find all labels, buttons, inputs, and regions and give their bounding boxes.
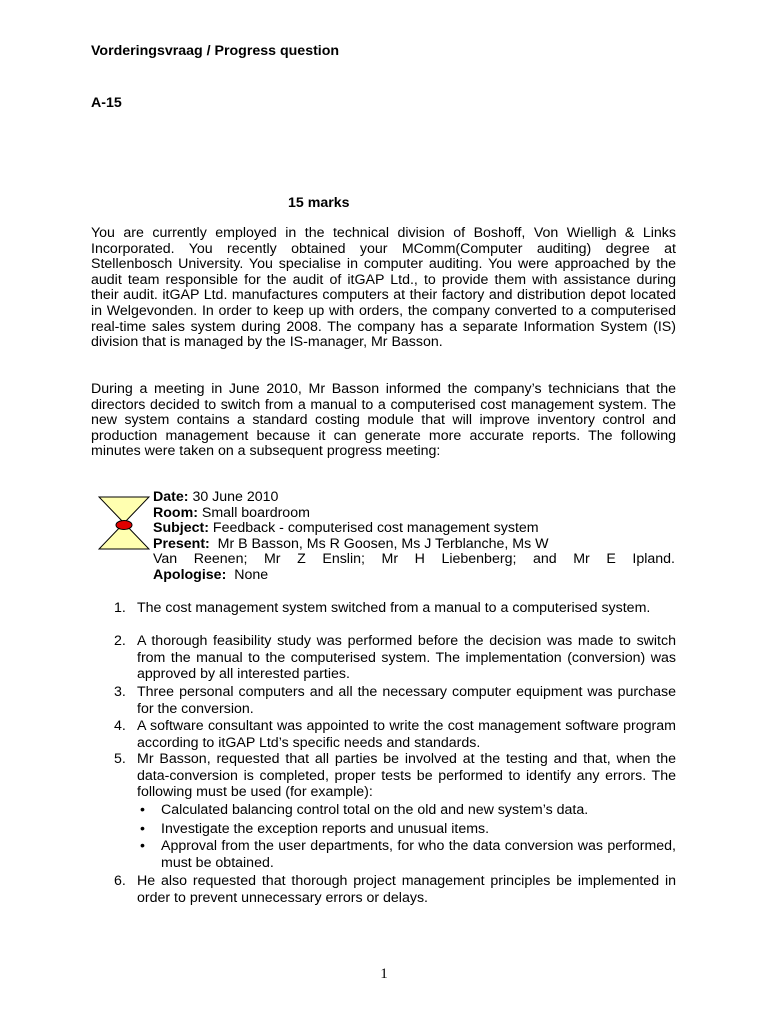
question-code: A-15 — [91, 95, 122, 111]
item-number: 4. — [114, 718, 126, 734]
hourglass-icon — [98, 496, 150, 550]
marks-label: 15 marks — [288, 195, 350, 211]
document-title: Vorderingsvraag / Progress question — [91, 43, 340, 59]
bullet-item: Investigate the exception reports and unusual items. — [161, 821, 490, 837]
list-item: A software consultant was appointed to write the cost management software program according to itGAP Ltd’s specific needs and standards. — [137, 718, 676, 751]
room-value: Small boardroom — [201, 504, 310, 521]
item-number: 5. — [114, 751, 126, 767]
meeting-paragraph: During a meeting in June 2010, Mr Basson informed the company’s technicians that the directors decided to switch from a manual to a computerised cost management system. The new system contains a standard costing module that will improve inventory control and production management because it can generate more accurate reports. The following minutes were taken on a subsequent progress meeting: — [91, 381, 676, 460]
minutes-room — [153, 506, 675, 522]
minutes-subject — [153, 521, 675, 537]
room-label: Room: — [153, 504, 198, 521]
item-number: 3. — [114, 684, 126, 700]
bullet-icon: • — [140, 821, 145, 837]
bullet-item: Approval from the user departments, for who the data conversion was performed, must be obtained. — [161, 838, 676, 871]
bullet-icon: • — [140, 802, 145, 818]
subject-value: Feedback - computerised cost management system — [212, 520, 539, 537]
item-number: 2. — [114, 633, 126, 649]
item-number: 6. — [114, 873, 126, 889]
minutes-apologise — [153, 568, 675, 584]
list-item: Mr Basson, requested that all parties be involved at the testing and that, when the data-conversion is completed, proper tests be performed to identify any errors. The following must be used (for example): — [137, 751, 676, 801]
present-line-2: Van Reenen; Mr Z Enslin; Mr H Liebenberg; and Mr E Ipland. — [153, 551, 675, 568]
minutes-date — [153, 490, 675, 506]
bullet-icon: • — [140, 838, 145, 854]
apologise-label: Apologise: — [153, 566, 227, 583]
list-item: A thorough feasibility study was performed before the decision was made to switch from the manual to the computerised system. The implementation (conversion) was approved by all interested parties. — [137, 633, 676, 683]
date-label: Date: — [153, 489, 189, 505]
list-item: He also requested that thorough project management principles be implemented in order to prevent unnecessary errors or delays. — [137, 873, 676, 906]
item-number: 1. — [114, 600, 126, 616]
apologise-value: None — [234, 566, 269, 583]
subject-label: Subject: — [153, 520, 209, 537]
intro-paragraph: You are currently employed in the technical division of Boshoff, Von Wielligh & Links Incorporated. You recently obtained your MComm(Computer auditing) degree at Stellenbosch University. You specialise in computer auditing. You were approached by the audit team responsible for the audit of itGAP Ltd., to provide them with assistance during their audit. itGAP Ltd. manufactures computers at their factory and distribution depot located in Welgevonden. In order to keep up with orders, the company converted to a computerised real-time sales system during 2008. The company has a separate Information System (IS) division that is managed by the IS-manager, Mr Basson. — [91, 225, 676, 351]
date-value: 30 June 2010 — [192, 489, 279, 505]
list-item: Three personal computers and all the necessary computer equipment was purchase for the conversion. — [137, 684, 676, 717]
meeting-minutes — [153, 490, 675, 584]
present-line-1: Mr B Basson, Ms R Goosen, Ms J Terblanche, Ms W — [217, 535, 549, 552]
bullet-item: Calculated balancing control total on the old and new system’s data. — [161, 802, 589, 818]
list-item: The cost management system switched from a manual to a computerised system. — [137, 600, 651, 616]
minutes-present — [153, 537, 675, 553]
present-label: Present: — [153, 535, 210, 552]
page-number: 1 — [380, 966, 388, 982]
